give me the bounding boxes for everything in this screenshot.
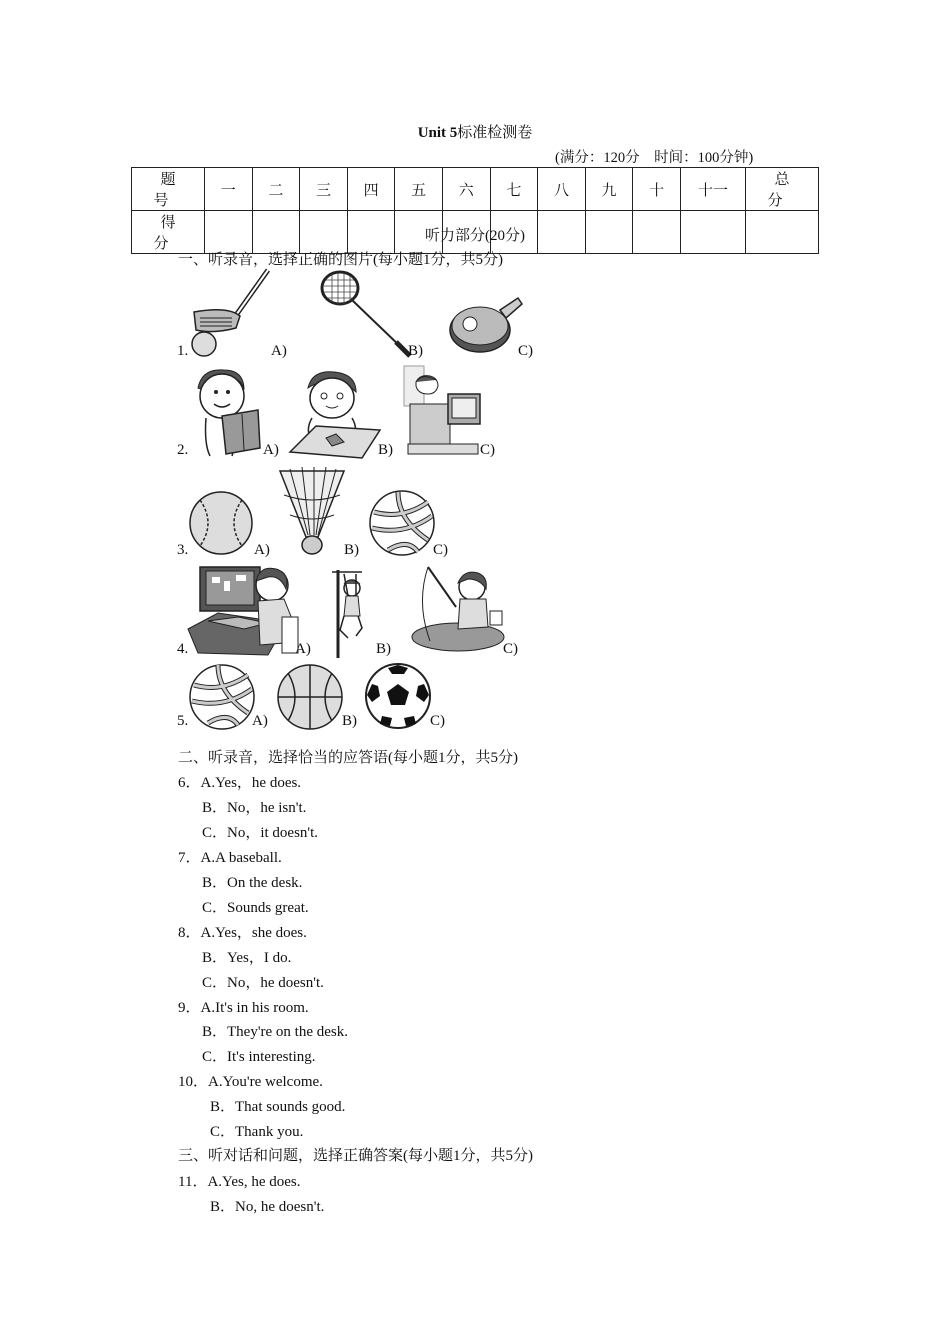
option-label: B): [376, 641, 391, 657]
question-number: 3.: [177, 542, 189, 558]
score-cell: 得 分: [132, 211, 205, 254]
q11-option-a: 11．A.Yes, he does.: [178, 1174, 301, 1190]
q9-option-b: B．They're on the desk.: [202, 1024, 349, 1040]
score-cell: 总 分: [745, 168, 818, 211]
q11-option-b: B．No, he doesn't.: [210, 1199, 325, 1215]
option-label: B): [378, 442, 393, 458]
boy-at-computer-icon: [402, 364, 488, 458]
section1-heading: 一、听录音，选择正确的图片(每小题1分，共5分): [178, 252, 503, 268]
q6-option-a: 6．A.Yes，he does.: [178, 775, 302, 791]
option-label: C): [480, 442, 495, 458]
boy-climbing-pole-icon: [330, 568, 372, 660]
q8-option-b: B．Yes，I do.: [202, 950, 292, 966]
title-unit: Unit 5: [417, 125, 458, 141]
question-number: 1.: [177, 343, 189, 359]
question-number: 2.: [177, 442, 189, 458]
score-cell: 十一: [680, 168, 745, 211]
score-cell: 三: [300, 168, 348, 211]
option-label: A): [295, 641, 311, 657]
volleyball-icon: [188, 663, 256, 731]
score-cell: 九: [585, 168, 633, 211]
option-label: C): [430, 713, 445, 729]
score-cell: 二: [252, 168, 300, 211]
ping-pong-paddle-icon: [448, 292, 522, 356]
score-cell: 五: [395, 168, 443, 211]
score-cell: 六: [442, 168, 490, 211]
option-label: B): [344, 542, 359, 558]
q7-option-b: B．On the desk.: [202, 875, 303, 891]
q8-option-c: C．No，he doesn't.: [202, 975, 324, 991]
question-number: 5.: [177, 713, 189, 729]
exam-meta: (满分：120分 时间：100分钟): [555, 150, 754, 166]
option-label: B): [408, 343, 423, 359]
golf-club-icon: [188, 268, 274, 360]
boy-playing-computer-icon: [188, 563, 300, 659]
page-title: [0, 121, 950, 142]
score-cell: 一: [205, 168, 253, 211]
q10-option-b: B．That sounds good.: [210, 1099, 346, 1115]
q6-option-b: B．No，he isn't.: [202, 800, 307, 816]
q10-option-c: C．Thank you.: [210, 1124, 304, 1140]
boy-fishing-icon: [406, 563, 506, 659]
option-label: C): [503, 641, 518, 657]
score-cell: 八: [538, 168, 586, 211]
section2-heading: 二、听录音，选择恰当的应答语(每小题1分，共5分): [178, 750, 518, 766]
listening-part-title: 听力部分(20分): [425, 228, 525, 244]
title-cn: 标准检测卷: [457, 125, 533, 141]
q7-option-c: C．Sounds great.: [202, 900, 309, 916]
option-label: A): [254, 542, 270, 558]
q9-option-c: C．It's interesting.: [202, 1049, 316, 1065]
score-table-header-row: [132, 168, 819, 211]
option-label: A): [271, 343, 287, 359]
soccer-ball-icon: [364, 662, 432, 730]
q10-option-a: 10．A.You're welcome.: [178, 1074, 323, 1090]
baseball-icon: [188, 490, 256, 556]
basketball-icon: [276, 663, 344, 731]
score-cell: 七: [490, 168, 538, 211]
option-label: A): [263, 442, 279, 458]
score-cell: 十: [633, 168, 681, 211]
option-label: C): [433, 542, 448, 558]
q6-option-c: C．No，it doesn't.: [202, 825, 319, 841]
option-label: C): [518, 343, 533, 359]
q9-option-a: 9．A.It's in his room.: [178, 1000, 309, 1016]
badminton-racket-icon: [318, 268, 418, 360]
option-label: B): [342, 713, 357, 729]
volleyball-icon: [368, 490, 436, 556]
boy-drawing-icon: [286, 368, 382, 460]
q8-option-a: 8．A.Yes，she does.: [178, 925, 307, 941]
q7-option-a: 7．A.A baseball.: [178, 850, 282, 866]
score-cell: 题 号: [132, 168, 205, 211]
option-label: A): [252, 713, 268, 729]
question-number: 4.: [177, 641, 189, 657]
section3-heading: 三、听对话和问题，选择正确答案(每小题1分，共5分): [178, 1148, 533, 1164]
score-cell: 四: [347, 168, 395, 211]
shuttlecock-icon: [276, 465, 348, 557]
boy-reading-icon: [188, 366, 268, 458]
